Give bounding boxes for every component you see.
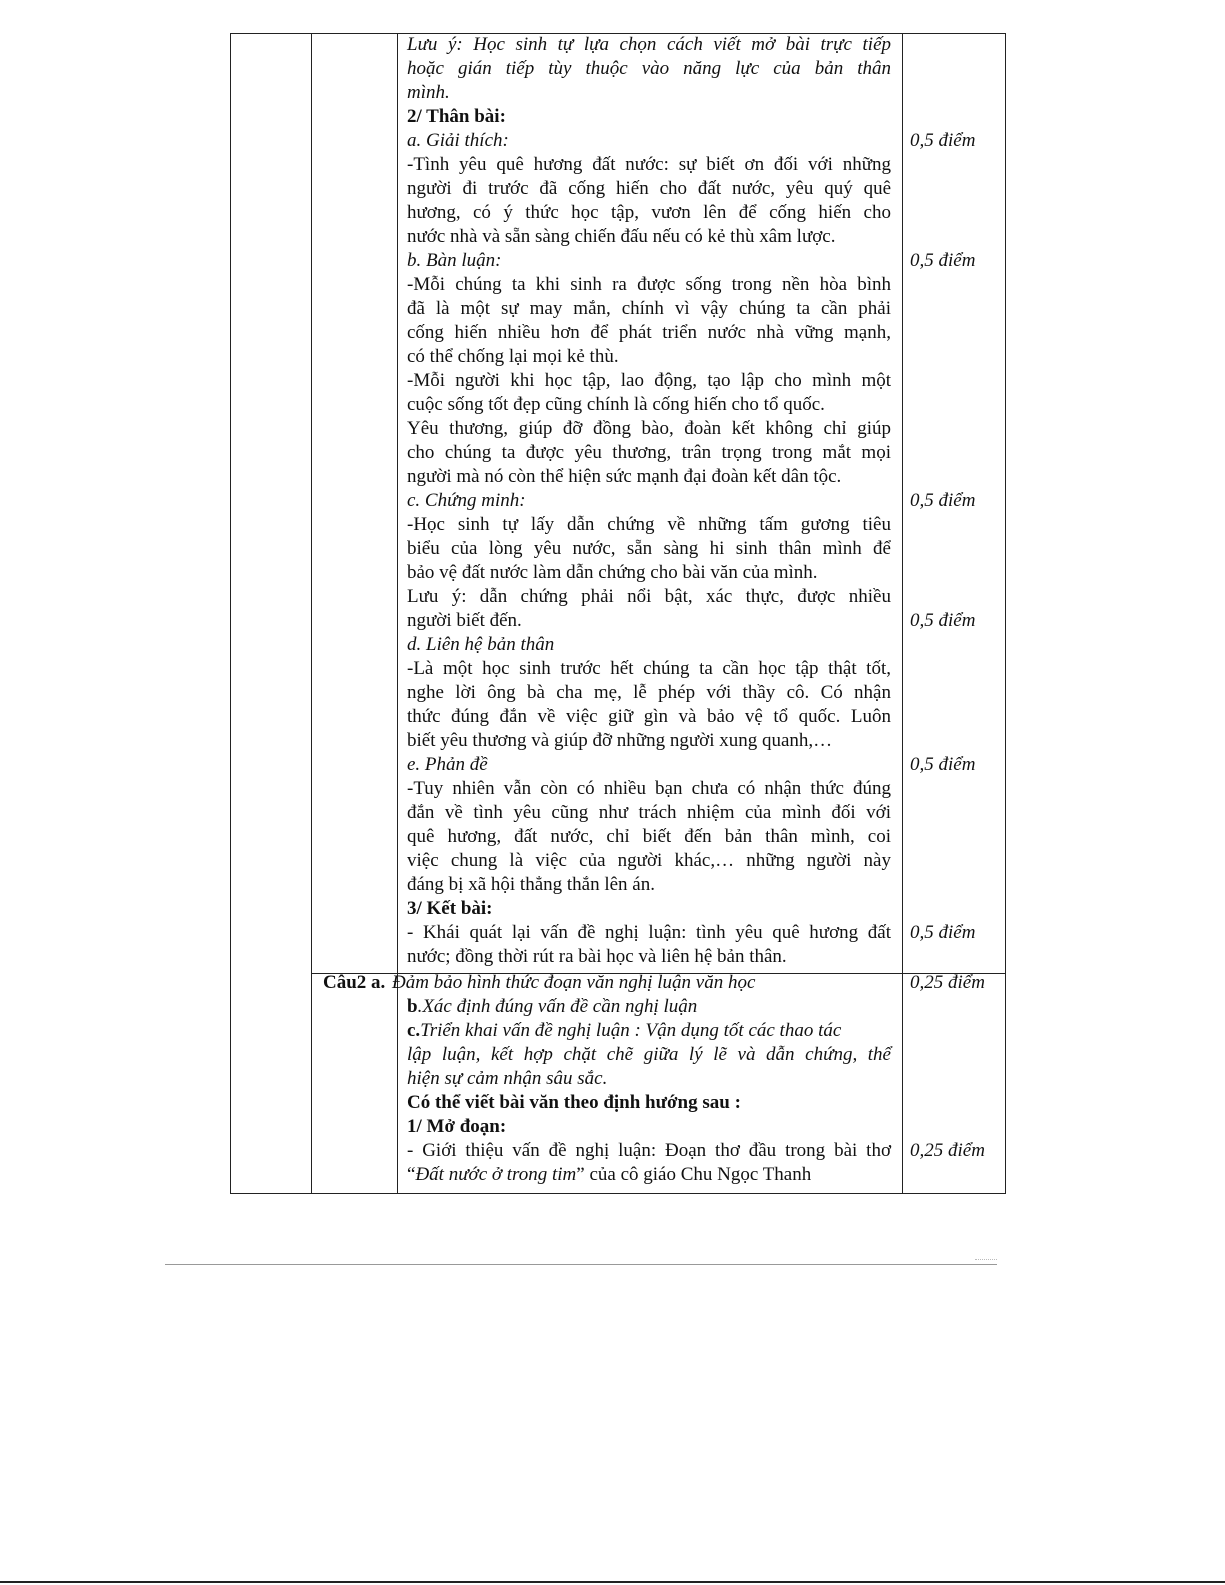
column-divider [311,34,312,1193]
score-label: 0,5 điểm [910,922,976,943]
text-line [407,1019,891,1043]
section-heading: 2/ Thân bài: [407,106,506,127]
page-bottom-edge [0,1581,1225,1583]
text-line: việc chung là việc của người khác,… những người này [407,850,891,871]
score-label: 0,5 điểm [910,610,976,631]
text-line: người biết đến. [407,610,522,631]
text-line: Lưu ý: dẫn chứng phải nổi bật, xác thực, được nhiều [407,586,891,607]
text-line: lập luận, kết hợp chặt chẽ giữa lý lẽ và dẫn chứng, thể [407,1044,891,1065]
text-line: quê hương, đất nước, chỉ biết đến bản thân mình, coi [407,826,891,847]
text-line: -Tình yêu quê hương đất nước: sự biết ơn đối với những [407,154,891,175]
text-line: Yêu thương, giúp đỡ đồng bào, đoàn kết không chỉ giúp [407,418,891,439]
text-line: mình. [407,82,450,103]
text-line: -Mỗi chúng ta khi sinh ra được sống trong nền hòa bình [407,274,891,295]
text-line: nghe lời ông bà cha mẹ, lễ phép với thầy cô. Có nhận [407,682,891,703]
text-line: biết yêu thương và giúp đỡ những người xung quanh,… [407,730,833,751]
text-line: Lưu ý: Học sinh tự lựa chọn cách viết mở bài trực tiếp [407,34,891,55]
text-line: nước; đồng thời rút ra bài học và liên hệ bản thân. [407,946,787,967]
poem-title: Đất nước ở trong tim [415,1164,577,1185]
text-line: đã là một sự may mắn, chính vì vậy chúng ta cần phải [407,298,891,319]
text-line [407,1163,891,1187]
subsection-heading: b. Bàn luận: [407,250,502,271]
score-label: 0,5 điểm [910,130,976,151]
quote-open: “ [407,1164,416,1185]
text-line: hoặc gián tiếp tùy thuộc vào năng lực của bản thân [407,58,891,79]
text-line: thức đúng đắn về việc giữ gìn và bảo vệ tổ quốc. Luôn [407,706,891,727]
text-line: -Tuy nhiên vẫn còn có nhiều bạn chưa có nhận thức đúng [407,778,891,799]
text-line: đáng bị xã hội thẳng thắn lên án. [407,874,655,895]
section-heading: 3/ Kết bài: [407,898,493,919]
text-line: hương, có ý thức học tập, vươn lên để cống hiến cho [407,202,891,223]
column-divider [902,34,903,1193]
subsection-heading: a. Giải thích: [407,130,509,151]
subsection-heading: c. Chứng minh: [407,490,526,511]
score-label: 0,5 điểm [910,250,976,271]
text-line: cống hiến nhiều hơn để phát triển nước nhà vững mạnh, [407,322,891,343]
text-line: hiện sự cảm nhận sâu sắc. [407,1068,608,1089]
item-label: b [407,996,418,1017]
section-heading: Có thể viết bài văn theo định hướng sau : [407,1092,741,1113]
text-line [407,995,891,1019]
text-line: bảo vệ đất nước làm dẫn chứng cho bài văn của mình. [407,562,818,583]
score-label: 0,5 điểm [910,754,976,775]
text-line: - Giới thiệu vấn đề nghị luận: Đoạn thơ đầu trong bài thơ [407,1140,891,1161]
item-text: Triển khai vấn đề nghị luận : Vận dụng tốt các thao tác [420,1020,842,1041]
section-heading: 1/ Mở đoạn: [407,1116,507,1137]
text-line: -Là một học sinh trước hết chúng ta cần học tập thật tốt, [407,658,891,679]
text-line: cuộc sống tốt đẹp cũng chính là cống hiến cho tổ quốc. [407,394,825,415]
text-line: có thể chống lại mọi kẻ thù. [407,346,619,367]
text-line: - Khái quát lại vấn đề nghị luận: tình yêu quê hương đất [407,922,891,943]
item-text: .Xác định đúng vấn đề cần nghị luận [417,996,698,1017]
text-line: người mà nó còn thể hiện sức mạnh đại đoàn kết dân tộc. [407,466,842,487]
subsection-heading: e. Phản đề [407,754,488,775]
question-label: Câu2 a. [323,972,386,993]
column-divider [397,34,398,1193]
text-line: -Mỗi người khi học tập, lao động, tạo lập cho mình một [407,370,891,391]
score-label: 0,25 điểm [910,1140,985,1161]
text-line: cho chúng ta được yêu thương, trân trọng trong mắt mọi [407,442,891,463]
text-line: đắn về tình yêu cũng như trách nhiệm của mình đối với [407,802,891,823]
text-line: Đảm bảo hình thức đoạn văn nghị luận văn học [392,972,756,993]
subsection-heading: d. Liên hệ bản thân [407,634,555,655]
score-label: 0,5 điểm [910,490,976,511]
footer-mark [975,1259,997,1266]
text-line: -Học sinh tự lấy dẫn chứng về những tấm gương tiêu [407,514,891,535]
item-label: c. [407,1020,421,1041]
text-line: nước nhà và sẵn sàng chiến đấu nếu có kẻ thù xâm lược. [407,226,836,247]
score-label: 0,25 điểm [910,972,985,993]
footer-divider [165,1264,997,1265]
text-line: biểu của lòng yêu nước, sẵn sàng hi sinh thân mình để [407,538,891,559]
text-line: người đi trước đã cống hiến cho đất nước, yêu quý quê [407,178,891,199]
quote-close: ” của cô giáo Chu Ngọc Thanh [576,1164,812,1185]
